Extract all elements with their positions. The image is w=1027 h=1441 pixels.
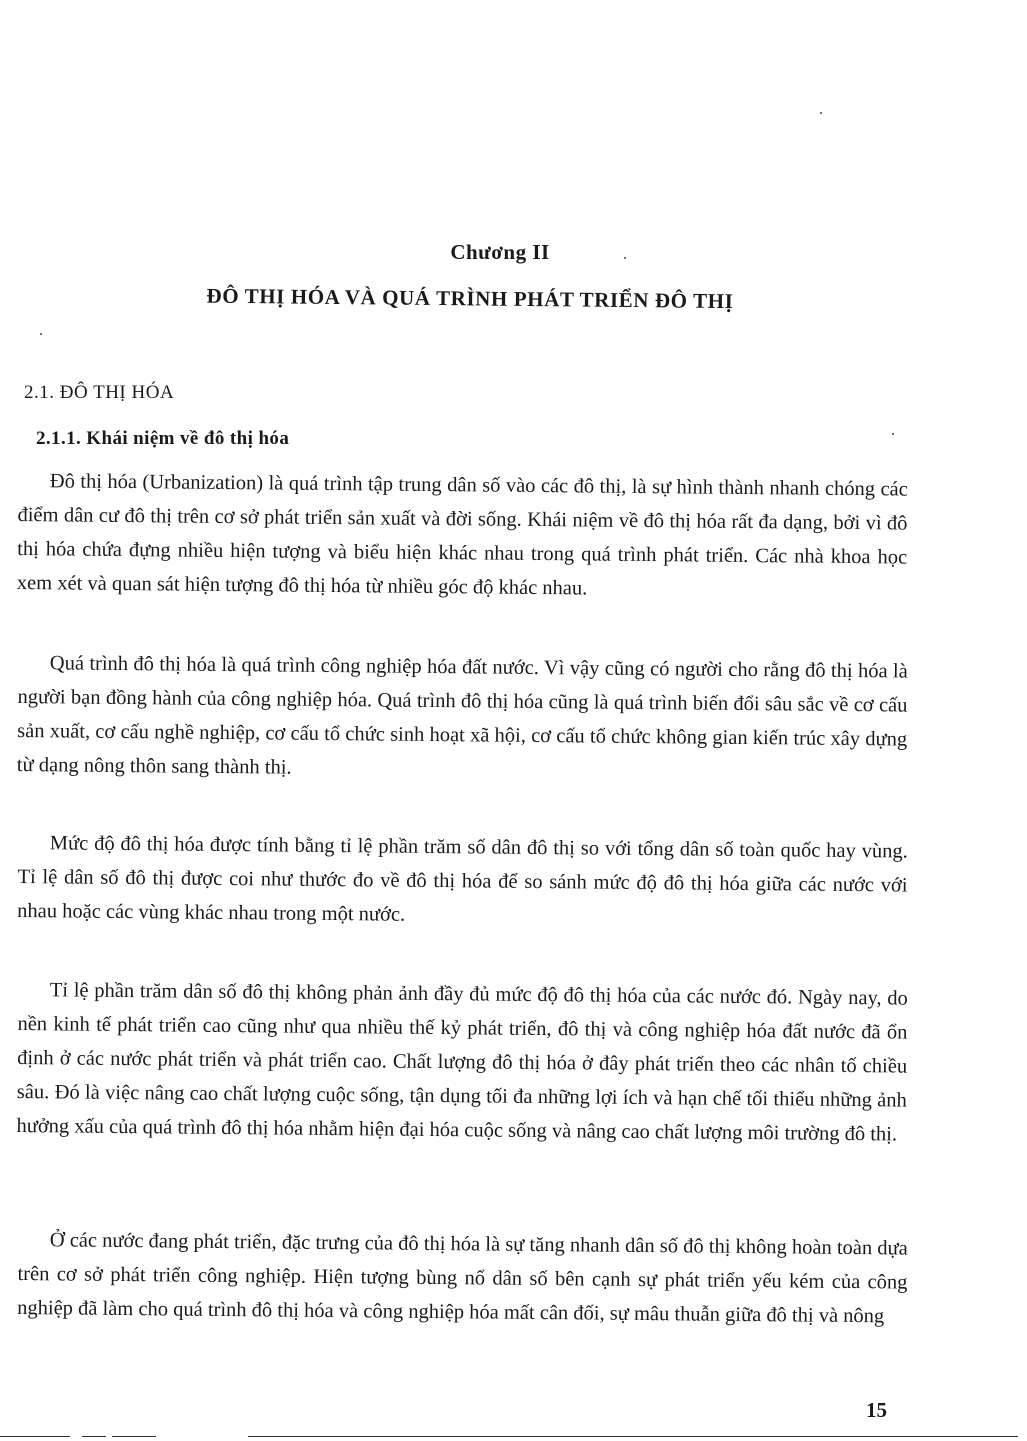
paragraph-4: Tỉ lệ phần trăm dân số đô thị không phản ảnh đầy đủ mức độ đô thị hóa của các nước đó. Ngày nay, do nền kinh tế phát triển cao cũng như qua nhiều thế kỷ phát triển, đô thị và công nghiệp hóa đất nước đã ổn định ở các nước phát triển và phát triển cao. Chất lượng đô thị hóa ở đây phát triển theo các nhân tố chiều sâu. Đó là việc nâng cao chất lượng cuộc sống, tận dụng tối đa những lợi ích và hạn chế tối thiểu những ảnh hưởng xấu của quá trình đô thị hóa nhằm hiện đại hóa cuộc sống và nâng cao chất lượng môi trường đô thị. [16,979,908,1146]
scan-speck [892,433,894,435]
paragraph-5: Ở các nước đang phát triển, đặc trưng của đô thị hóa là sự tăng nhanh dân số đô thị không hoàn toàn dựa trên cơ sở phát triển công nghiệp. Hiện tượng bùng nổ dân số bên cạnh sự phát triển yếu kém của công nghiệp đã làm cho quá trình đô thị hóa và công nghiệp hóa mất cân đối, sự mâu thuẫn giữa đô thị và nông [17,1229,908,1328]
footer-rule [112,1436,156,1437]
paragraph-1: Đô thị hóa (Urbanization) là quá trình tập trung dân số vào các đô thị, là sự hình thành nhanh chóng các điểm dân cư đô thị trên cơ sở phát triển sản xuất và đời sống. Khái niệm về đô thị hóa rất đa dạng, bởi vì đô thị hóa chứa đựng nhiều hiện tượng và biểu hiện khác nhau trong quá trình phát triển. Các nhà khoa học xem xét và quan sát hiện tượng đô thị hóa từ nhiều góc độ khác nhau. [16,470,908,600]
footer-rule [82,1436,106,1437]
scan-speck [40,333,42,335]
footer-rule [0,1436,70,1437]
footer-rule [248,1436,1018,1437]
paragraph-3: Mức độ đô thị hóa được tính bằng tỉ lệ phần trăm số dân đô thị so với tổng dân số toàn quốc hay vùng. Tỉ lệ dân số đô thị được coi như thước đo về đô thị hóa để so sánh mức độ đô thị hóa giữa các nước với nhau hoặc các vùng khác nhau trong một nước. [17,832,908,926]
scan-speck [624,257,626,259]
paragraph-2: Quá trình đô thị hóa là quá trình công nghiệp hóa đất nước. Vì vậy cũng có người cho rằng đô thị hóa là người bạn đồng hành của công nghiệp hóa. Quá trình đô thị hóa cũng là quá trình biến đổi sâu sắc về cơ cấu sản xuất, cơ cấu nghề nghiệp, cơ cấu tổ chức sinh hoạt xã hội, cơ cấu tổ chức không gian kiến trúc xây dựng từ dạng nông thôn sang thành thị. [16,652,908,779]
scan-speck [820,112,822,114]
subsection-heading: 2.1.1. Khái niệm về đô thị hóa [36,428,290,449]
page-number: 15 [866,1398,887,1422]
chapter-title: ĐÔ THỊ HÓA VÀ QUÁ TRÌNH PHÁT TRIỂN ĐÔ THỊ [206,283,734,314]
section-heading: 2.1. ĐÔ THỊ HÓA [24,382,175,403]
chapter-label: Chương II [450,240,550,264]
